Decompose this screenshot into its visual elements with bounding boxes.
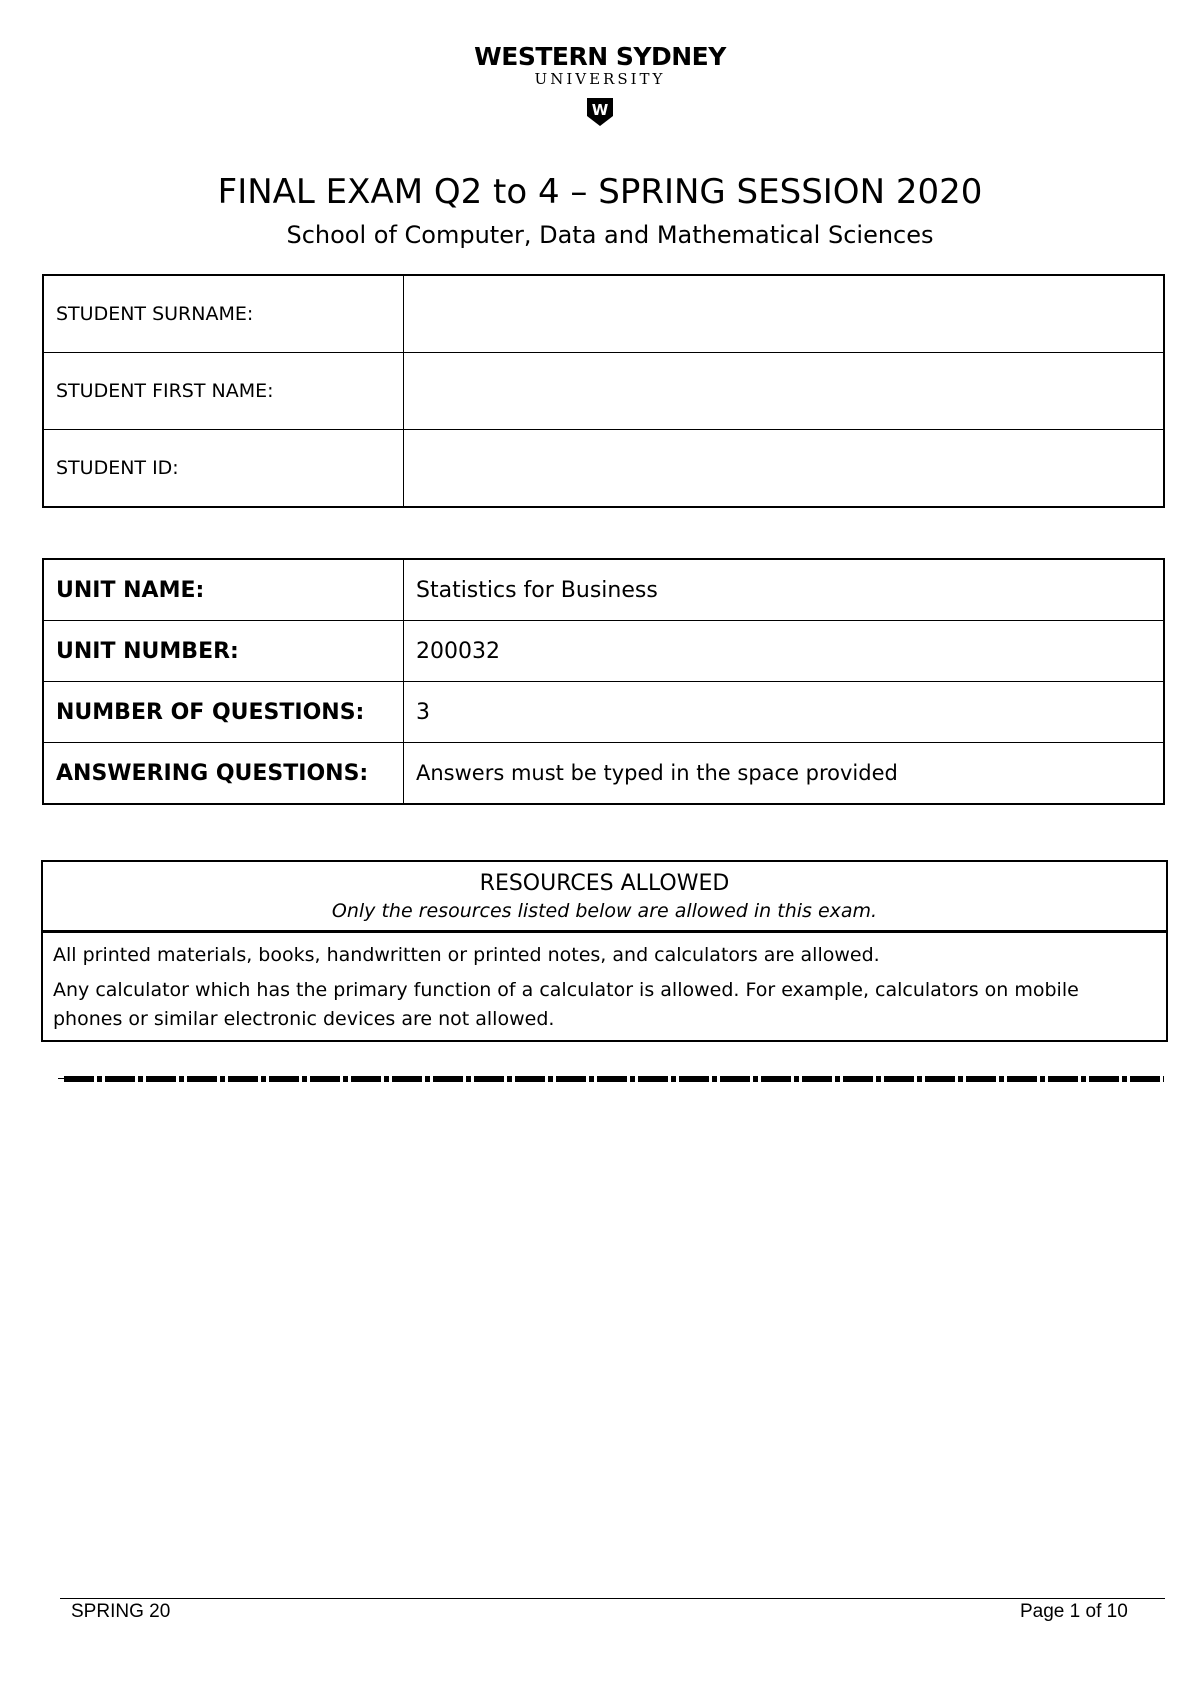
footer-divider xyxy=(60,1598,1165,1599)
student-first-name-field[interactable] xyxy=(404,353,1165,430)
exam-title: FINAL EXAM Q2 to 4 – SPRING SESSION 2020 xyxy=(217,172,983,212)
unit-number-label: UNIT NUMBER: xyxy=(43,621,404,682)
shield-letter: W xyxy=(591,101,609,119)
unit-name-value: Statistics for Business xyxy=(404,559,1165,621)
answering-questions-label: ANSWERING QUESTIONS: xyxy=(43,743,404,805)
resources-paragraph: All printed materials, books, handwritten or printed notes, and calculators are allowed. xyxy=(53,944,880,966)
student-details-table xyxy=(42,274,1165,508)
shield-icon xyxy=(586,97,614,127)
unit-details-table xyxy=(42,558,1165,805)
table-row xyxy=(43,682,1164,743)
unit-name-label: UNIT NAME: xyxy=(43,559,404,621)
student-surname-label: STUDENT SURNAME: xyxy=(43,275,404,353)
logo-subtitle: UNIVERSITY xyxy=(534,70,666,88)
table-row xyxy=(43,275,1164,353)
university-logo xyxy=(0,42,1200,127)
number-of-questions-value: 3 xyxy=(404,682,1165,743)
table-row xyxy=(43,559,1164,621)
resources-header xyxy=(43,862,1166,933)
unit-number-value: 200032 xyxy=(404,621,1165,682)
student-id-label: STUDENT ID: xyxy=(43,430,404,508)
resources-heading: RESOURCES ALLOWED xyxy=(479,871,730,896)
number-of-questions-label: NUMBER OF QUESTIONS: xyxy=(43,682,404,743)
tear-line-divider xyxy=(64,1076,1164,1082)
resources-paragraph: Any calculator which has the primary function of a calculator is allowed. For example, calculators on mobile phones or similar electronic devices are not allowed. xyxy=(53,979,1079,1030)
table-row xyxy=(43,621,1164,682)
answering-questions-value: Answers must be typed in the space provided xyxy=(404,743,1165,805)
student-first-name-label: STUDENT FIRST NAME: xyxy=(43,353,404,430)
logo-wordmark: WESTERN SYDNEY xyxy=(474,42,726,71)
footer-page-number: Page 1 of 10 xyxy=(1020,1601,1128,1622)
table-row xyxy=(43,430,1164,508)
table-row xyxy=(43,353,1164,430)
student-surname-field[interactable] xyxy=(404,275,1165,353)
resources-subheading: Only the resources listed below are allowed in this exam. xyxy=(331,900,878,922)
resources-body xyxy=(43,933,1166,1040)
footer-session: SPRING 20 xyxy=(71,1601,171,1622)
school-name: School of Computer, Data and Mathematical Sciences xyxy=(286,221,934,249)
resources-allowed-box xyxy=(41,860,1168,1042)
table-row xyxy=(43,743,1164,805)
student-id-field[interactable] xyxy=(404,430,1165,508)
